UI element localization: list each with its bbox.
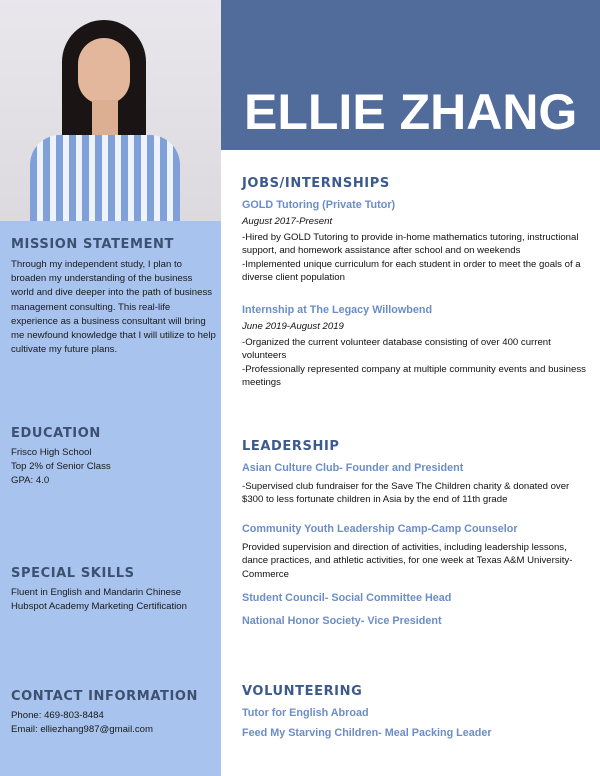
leadership-title: Community Youth Leadership Camp-Camp Counselor <box>242 523 518 535</box>
education-heading: EDUCATION <box>11 426 101 441</box>
contact-email: Email: elliezhang987@gmail.com <box>11 724 153 735</box>
name-title: ELLIE ZHANG <box>244 84 578 140</box>
volunteering-item: Tutor for English Abroad <box>242 707 369 719</box>
mission-heading: MISSION STATEMENT <box>11 237 174 252</box>
job-date: June 2019-August 2019 <box>242 321 344 332</box>
jobs-heading: JOBS/INTERNSHIPS <box>242 176 390 191</box>
education-line: Frisco High School <box>11 447 92 458</box>
contact-phone: Phone: 469-803-8484 <box>11 710 104 721</box>
volunteering-heading: VOLUNTEERING <box>242 684 363 699</box>
job-bullet: -Organized the current volunteer database consisting of over 400 current volunteers <box>242 337 551 362</box>
contact-heading: CONTACT INFORMATION <box>11 689 199 704</box>
skills-heading: SPECIAL SKILLS <box>11 566 135 581</box>
skill-line: Hubspot Academy Marketing Certification <box>11 601 187 612</box>
job-date: August 2017-Present <box>242 216 333 227</box>
leadership-text: -Supervised club fundraiser for the Save The Children charity & donated over $300 to less fortunate children in Asia by the end of 11th grade <box>242 481 570 506</box>
job-bullet: -Hired by GOLD Tutoring to provide in-home mathematics tutoring, instructional support, and homework assistance after school and on weekends <box>242 232 579 257</box>
leadership-title: Asian Culture Club- Founder and President <box>242 462 464 474</box>
skill-line: Fluent in English and Mandarin Chinese <box>11 587 182 598</box>
mission-text: Through my independent study, I plan to broaden my understanding of the business world and dive deeper into the path of business management consulting. This real-life experience as a business consultant will bring me newfound knowledge that I will utilize to help cultivate my future plans. <box>11 259 216 356</box>
leadership-heading: LEADERSHIP <box>242 439 340 454</box>
education-line: GPA: 4.0 <box>11 475 50 486</box>
volunteering-item: Feed My Starving Children- Meal Packing Leader <box>242 727 492 739</box>
leadership-title: National Honor Society- Vice President <box>242 615 442 627</box>
job-bullet: -Implemented unique curriculum for each student in order to meet the goals of a diverse client population <box>242 259 581 284</box>
education-line: Top 2% of Senior Class <box>11 461 111 472</box>
job-bullet: -Professionally represented company at multiple community events and business meetings <box>242 364 586 389</box>
job-title: GOLD Tutoring (Private Tutor) <box>242 199 396 211</box>
profile-photo <box>0 0 221 221</box>
leadership-title: Student Council- Social Committee Head <box>242 592 452 604</box>
job-title: Internship at The Legacy Willowbend <box>242 304 433 316</box>
leadership-text: Provided supervision and direction of activities, including leadership lessons, dance practices, and athletic activities, for one week at Texas A&M University-Commerce <box>242 542 573 580</box>
